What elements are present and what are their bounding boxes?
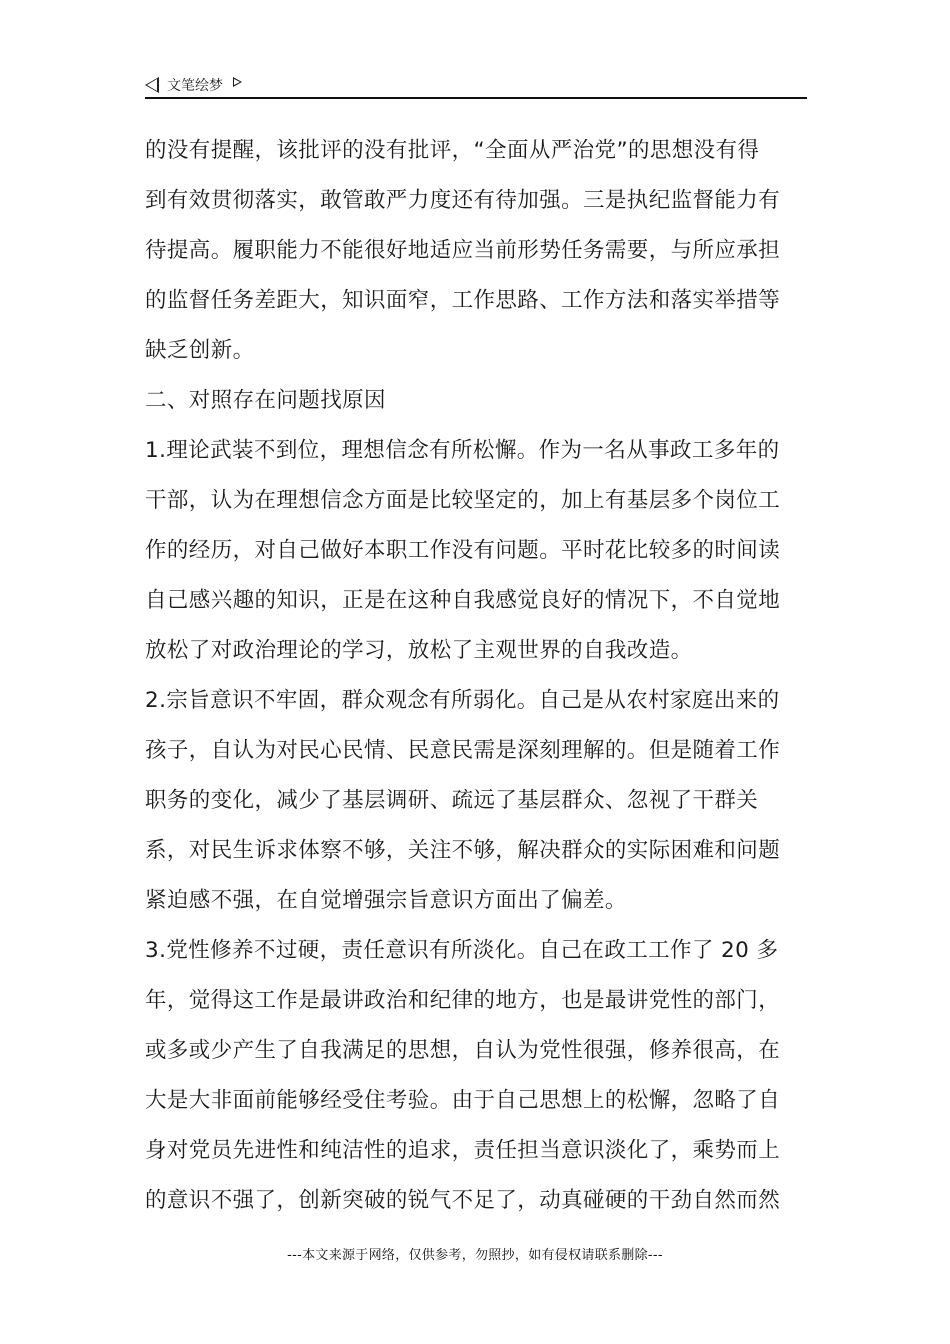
- text-line: 3.党性修养不过硬，责任意识有所淡化。自己在政工工作了 20 多: [145, 938, 779, 963]
- page-footer: ---本文来源于网络，仅供参考，勿照抄，如有侵权请联系删除---: [287, 1248, 663, 1263]
- text-line: 系，对民生诉求体察不够，关注不够，解决群众的实际困难和问题: [145, 838, 781, 863]
- text-line: 到有效贯彻落实，敢管敢严力度还有待加强。三是执纪监督能力有: [145, 188, 781, 213]
- text-line: 职务的变化，减少了基层调研、疏远了基层群众、忽视了干群关: [145, 788, 759, 813]
- section-heading: 二、对照存在问题找原因: [145, 388, 386, 413]
- text-line: 的监督任务差距大，知识面窄，工作思路、工作方法和落实举措等: [145, 288, 781, 313]
- text-line: 的意识不强了，创新突破的锐气不足了，动真碰硬的干劲自然而然: [145, 1188, 781, 1213]
- text-line: 年，觉得这工作是最讲政治和纪律的地方，也是最讲党性的部门，: [145, 988, 781, 1013]
- text-line: 或多或少产生了自我满足的思想，自认为党性很强，修养很高，在: [145, 1038, 781, 1063]
- text-line: 自己感兴趣的知识，正是在这种自我感觉良好的情况下，不自觉地: [145, 588, 781, 613]
- text-line: 2.宗旨意识不牢固，群众观念有所弱化。自己是从农村家庭出来的: [145, 688, 780, 713]
- body-text: [145, 126, 825, 1226]
- text-line: 1.理论武装不到位，理想信念有所松懈。作为一名从事政工多年的: [145, 438, 780, 463]
- text-line: 孩子，自认为对民心民情、民意民需是深刻理解的。但是随着工作: [145, 738, 781, 763]
- text-line: 紧迫感不强，在自觉增强宗旨意识方面出了偏差。: [145, 888, 627, 913]
- triangle-left-icon: [145, 77, 159, 93]
- text-line: 的没有提醒，该批评的没有批评，“全面从严治党”的思想没有得: [145, 138, 760, 163]
- text-line: 干部，认为在理想信念方面是比较坚定的，加上有基层多个岗位工: [145, 488, 781, 513]
- text-line: 放松了对政治理论的学习，放松了主观世界的自我改造。: [145, 638, 693, 663]
- text-line: 待提高。履职能力不能很好地适应当前形势任务需要，与所应承担: [145, 238, 781, 263]
- header-divider: [145, 97, 807, 99]
- page-header: [145, 72, 807, 98]
- text-line: 作的经历，对自己做好本职工作没有问题。平时花比较多的时间读: [145, 538, 781, 563]
- text-line: 身对党员先进性和纯洁性的追求，责任担当意识淡化了，乘势而上: [145, 1138, 781, 1163]
- triangle-right-icon: [233, 77, 242, 87]
- header-title: 文笔绘梦: [167, 78, 223, 94]
- text-line: 缺乏创新。: [145, 338, 255, 363]
- text-line: 大是大非面前能够经受住考验。由于自己思想上的松懈，忽略了自: [145, 1088, 781, 1113]
